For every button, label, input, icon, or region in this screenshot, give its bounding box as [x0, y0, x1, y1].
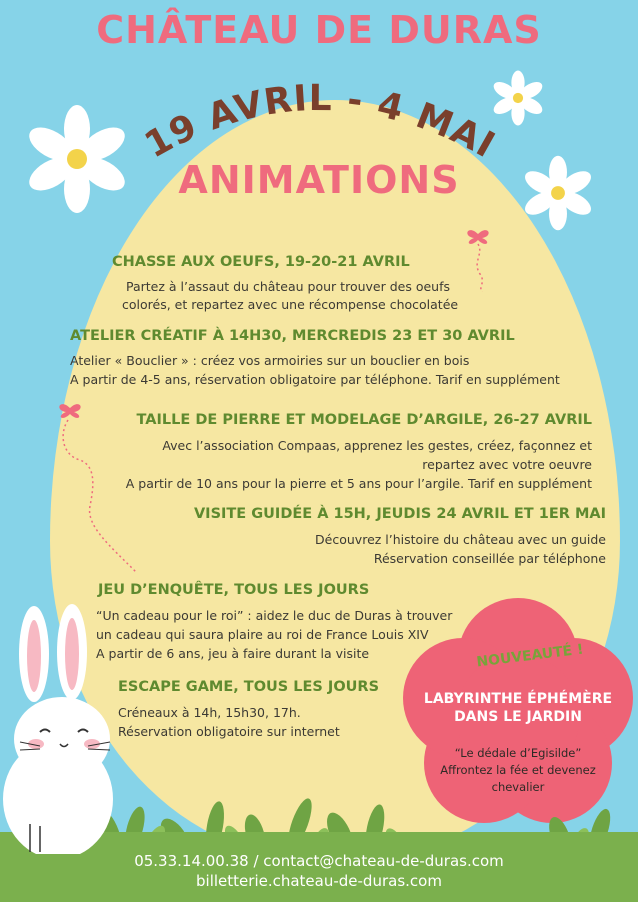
- section-title: VISITE GUIDÉE À 15H, JEUDIS 24 AVRIL ET 1ER MAI: [193, 506, 606, 522]
- section-title: ESCAPE GAME, TOUS LES JOURS: [118, 679, 380, 695]
- dates-heading: [0, 60, 638, 170]
- butterfly-icon: [458, 222, 498, 292]
- highlight-text-line: chevalier: [491, 780, 545, 794]
- dates-text: 19 AVRIL - 4 MAI: [138, 77, 502, 167]
- section-title: TAILLE DE PIERRE ET MODELAGE D’ARGILE, 26-27 AVRIL: [136, 412, 592, 428]
- section-line: Créneaux à 14h, 15h30, 17h.: [118, 705, 301, 720]
- section-line: Découvrez l’histoire du château avec un guide: [315, 532, 606, 547]
- section-title: ATELIER CRÉATIF À 14H30, MERCREDIS 23 ET 30 AVRIL: [70, 328, 515, 344]
- animations-heading: ANIMATIONS: [178, 158, 460, 202]
- footer-website[interactable]: billetterie.chateau-de-duras.com: [196, 872, 442, 890]
- section-line: Réservation conseillée par téléphone: [373, 551, 606, 566]
- section-line: colorés, et repartez avec une récompense chocolatée: [122, 297, 459, 312]
- section-title: CHASSE AUX OEUFS, 19-20-21 AVRIL: [112, 254, 410, 270]
- svg-text:19 AVRIL - 4 MAI: [138, 78, 502, 167]
- section-line: Réservation obligatoire sur internet: [118, 724, 340, 739]
- bunny-illustration: [0, 604, 130, 854]
- poster-title: CHÂTEAU DE DURAS: [96, 8, 542, 52]
- section-title: JEU D’ENQUÊTE, TOUS LES JOURS: [98, 582, 370, 598]
- section-line: Avec l’association Compaas, apprenez les gestes, créez, façonnez et: [162, 438, 592, 453]
- section-line: A partir de 6 ans, jeu à faire durant la visite: [96, 646, 370, 661]
- highlight-title: [418, 690, 618, 726]
- new-badge: NOUVEAUTÉ !: [475, 641, 585, 671]
- highlight-title-line: LABYRINTHE ÉPHÉMÈRE: [423, 691, 613, 707]
- section-line: A partir de 10 ans pour la pierre et 5 ans pour l’argile. Tarif en supplément: [125, 476, 592, 491]
- highlight-title-line: DANS LE JARDIN: [454, 709, 582, 725]
- section-line: Atelier « Bouclier » : créez vos armoiries sur un bouclier en bois: [70, 353, 470, 368]
- section-line: Partez à l’assaut du château pour trouver des oeufs: [126, 279, 450, 294]
- section-line: repartez avec votre oeuvre: [422, 457, 592, 472]
- section-line: A partir de 4-5 ans, réservation obligatoire par téléphone. Tarif en supplément: [70, 372, 560, 387]
- highlight-text-line: Affrontez la fée et devenez: [440, 763, 596, 777]
- section-line: un cadeau qui saura plaire au roi de France Louis XIV: [96, 627, 429, 642]
- highlight-subtitle: “Le dédale d’Egisilde”: [454, 746, 582, 760]
- footer-contact[interactable]: 05.33.14.00.38 / contact@chateau-de-duras.com: [134, 852, 504, 870]
- section-line: “Un cadeau pour le roi” : aidez le duc de Duras à trouver: [96, 608, 453, 623]
